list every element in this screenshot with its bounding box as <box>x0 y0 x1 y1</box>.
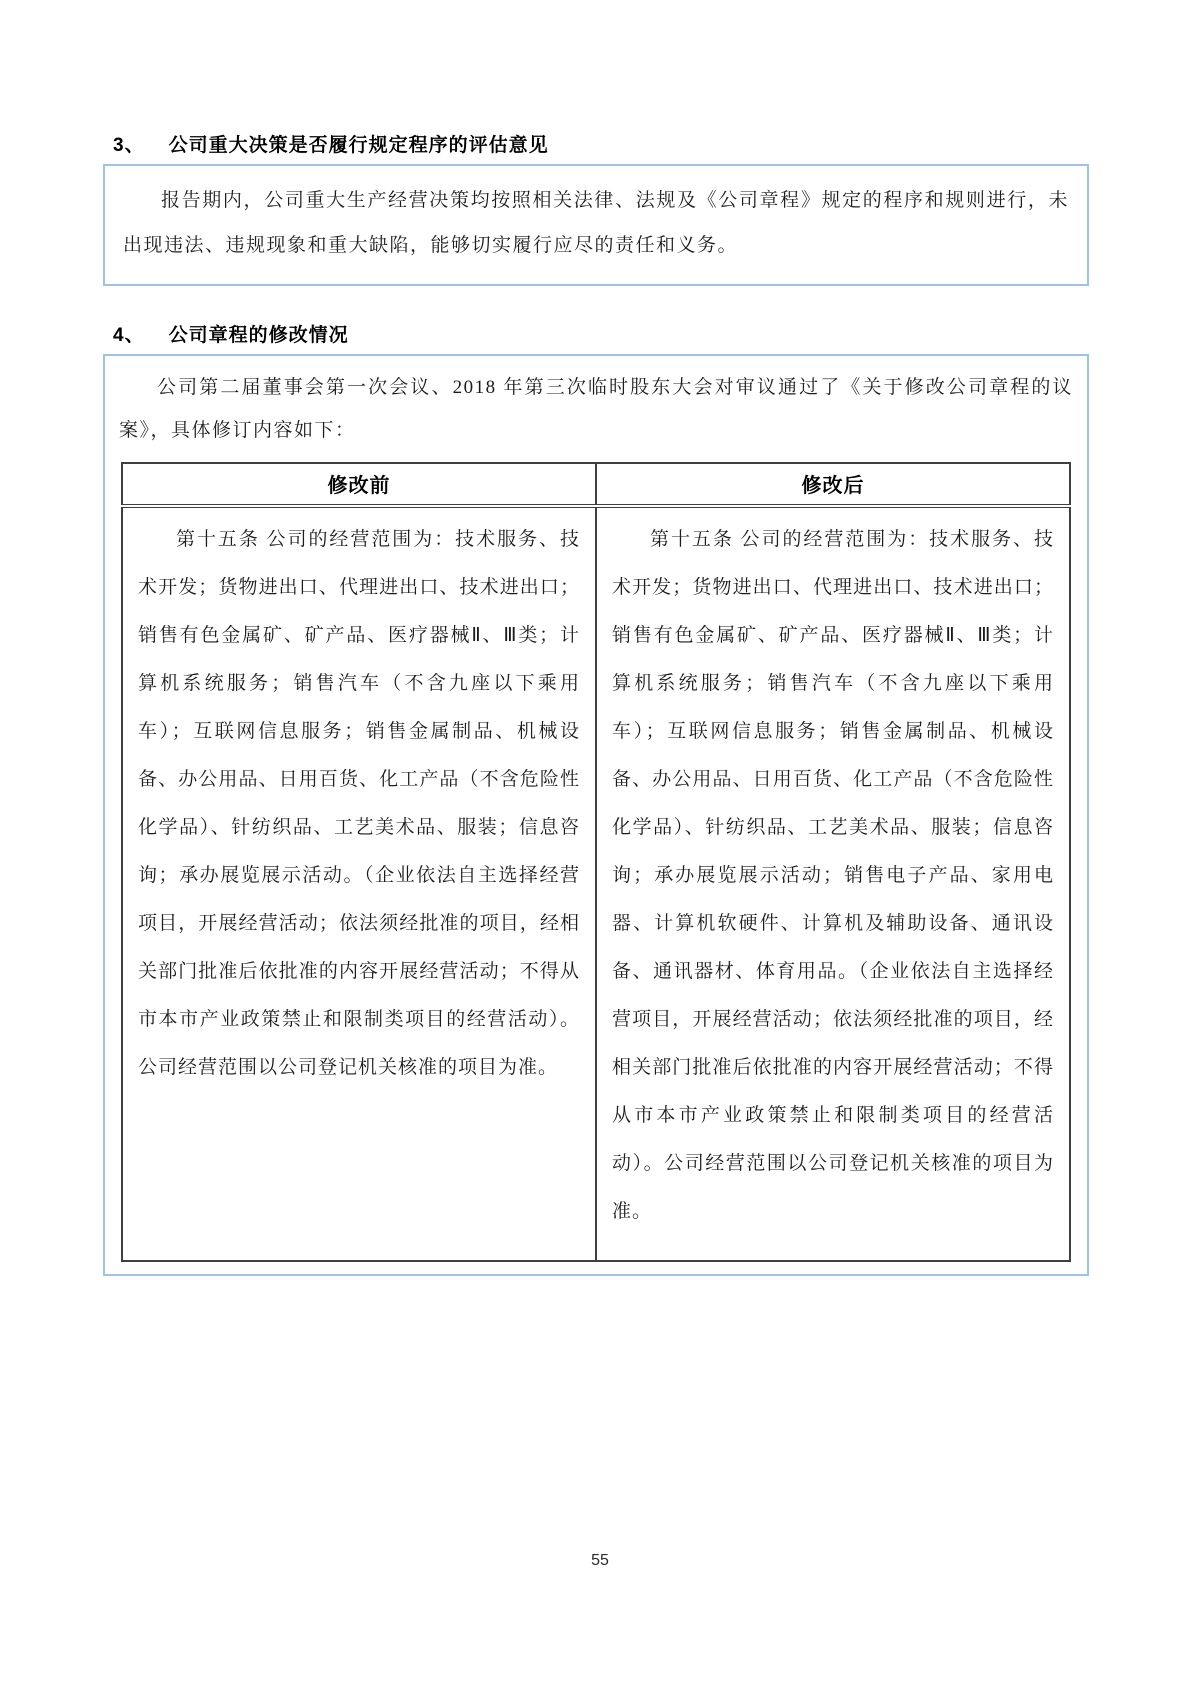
amendment-table <box>121 462 1071 1262</box>
amendment-table-header-row <box>122 463 1070 506</box>
section-3-body: 报告期内，公司重大生产经营决策均按照相关法律、法规及《公司章程》规定的程序和规则进行，未出现违法、违规现象和重大缺陷，能够切实履行应尽的责任和义务。 <box>123 190 1069 256</box>
page-number: 55 <box>591 1552 609 1569</box>
section-3-box <box>103 164 1089 286</box>
cell-after-text: 第十五条 公司的经营范围为：技术服务、技术开发；货物进出口、代理进出口、技术进出口；销售有色金属矿、矿产品、医疗器械Ⅱ、Ⅲ类；计算机系统服务；销售汽车（不含九座以下乘用车）；互联网信息服务；销售金属制品、机械设备、办公用品、日用百货、化工产品（不含危险性化学品）、针纺织品、工艺美术品、服装；信息咨询；承办展览展示活动；销售电子产品、家用电器、计算机软硬件、计算机及辅助设备、通讯设备、通讯器材、体育用品。（企业依法自主选择经营项目，开展经营活动；依法须经批准的项目，经相关部门批准后依批准的内容开展经营活动；不得从市本市产业政策禁止和限制类项目的经营活动）。公司经营范围以公司登记机关核准的项目为准。 <box>612 529 1054 1222</box>
cell-before <box>122 506 596 1261</box>
cell-after <box>596 506 1070 1261</box>
section-3-heading <box>113 130 1089 157</box>
cell-before-text: 第十五条 公司的经营范围为：技术服务、技术开发；货物进出口、代理进出口、技术进出口；销售有色金属矿、矿产品、医疗器械Ⅱ、Ⅲ类；计算机系统服务；销售汽车（不含九座以下乘用车）；互联网信息服务；销售金属制品、机械设备、办公用品、日用百货、化工产品（不含危险性化学品）、针纺织品、工艺美术品、服装；信息咨询；承办展览展示活动。（企业依法自主选择经营项目，开展经营活动；依法须经批准的项目，经相关部门批准后依批准的内容开展经营活动；不得从市本市产业政策禁止和限制类项目的经营活动）。公司经营范围以公司登记机关核准的项目为准。 <box>138 529 580 1078</box>
section-4-number: 4、 <box>113 325 145 346</box>
section-4-box <box>103 354 1089 1276</box>
section-3-number: 3、 <box>113 135 145 156</box>
section-3-title: 公司重大决策是否履行规定程序的评估意见 <box>168 135 549 156</box>
column-header-before: 修改前 <box>122 463 596 506</box>
section-4-body: 公司第二届董事会第一次会议、2018 年第三次临时股东大会对审议通过了《关于修改公司章程的议案》，具体修订内容如下： <box>119 377 1073 441</box>
column-header-after: 修改后 <box>596 463 1070 506</box>
table-row <box>122 506 1070 1261</box>
page-content <box>103 130 1089 1276</box>
section-4 <box>103 320 1089 1276</box>
section-4-heading <box>113 320 1089 347</box>
section-4-title: 公司章程的修改情况 <box>168 325 349 346</box>
section-3 <box>103 130 1089 286</box>
